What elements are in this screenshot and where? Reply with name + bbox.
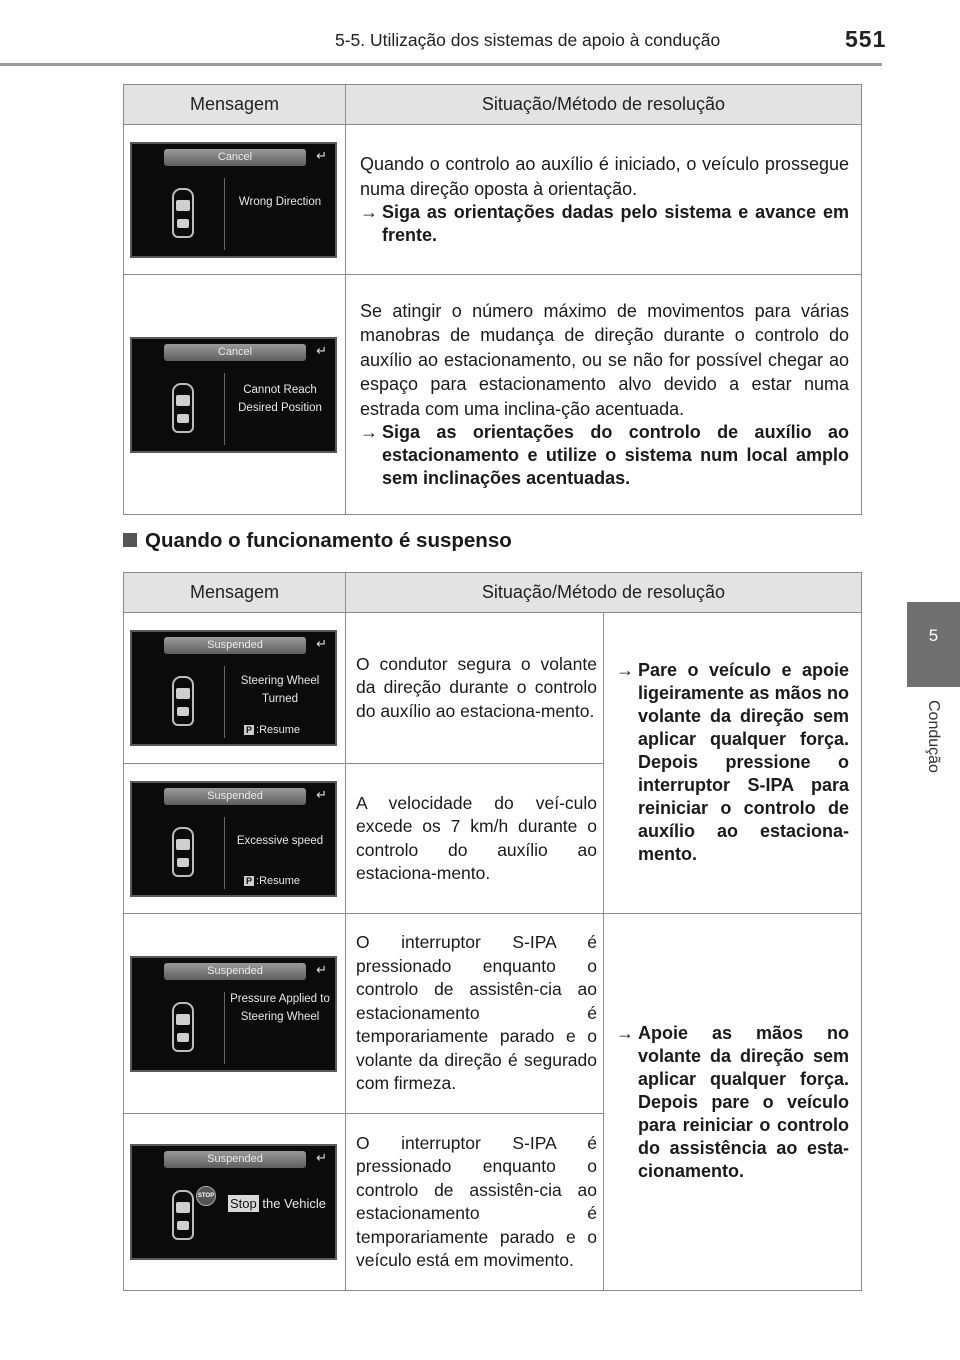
car-icon (172, 1002, 194, 1052)
parking-switch-icon: P (246, 875, 253, 886)
message-table-cancel (123, 84, 862, 515)
situation-text: Quando o controlo ao auxílio é iniciado, o veículo prossegue numa direção oposta à orientação. (360, 154, 849, 199)
screen-cell (124, 125, 346, 275)
back-icon: ↵ (316, 147, 327, 163)
car-icon (172, 676, 194, 726)
page-header-title: 5-5. Utilização dos sistemas de apoio à condução (335, 30, 721, 50)
back-icon: ↵ (316, 636, 327, 651)
situation-cell (346, 275, 862, 515)
car-icon (172, 1190, 194, 1240)
header-rule (0, 63, 882, 66)
display-screen-image (130, 956, 337, 1072)
screen-message: Steering Wheel Turned (240, 675, 320, 705)
action-cell (604, 613, 862, 914)
situation-text: Se atingir o número máximo de movimentos para várias manobras de mudança de direção durante o controlo do auxílio ao estacionamento, ou se não for possível chegar ao espaço para estacionamento alvo devido a estar numa estrada com uma inclina-ção acentuada. (360, 300, 849, 419)
screen-divider (224, 666, 225, 738)
screen-status-bar: Suspended (164, 637, 306, 654)
table-row (124, 914, 862, 1114)
back-icon: ↵ (316, 1150, 327, 1165)
back-icon: ↵ (316, 961, 327, 977)
screen-divider (224, 817, 225, 889)
display-screen-image (130, 142, 337, 258)
situation-cell (346, 613, 604, 764)
back-icon: ↵ (316, 786, 327, 802)
column-header-message: Mensagem (124, 85, 346, 125)
display-screen-image (130, 781, 337, 897)
screen-status-bar: Suspended (164, 788, 306, 805)
section-heading: Quando o funcionamento é suspenso (123, 529, 512, 553)
arrow-icon: → (360, 422, 378, 443)
screen-divider (224, 373, 225, 445)
situation-cell (346, 1114, 604, 1291)
table-row (124, 275, 862, 515)
message-table-suspended (123, 572, 862, 1291)
action-cell (604, 914, 862, 1291)
situation-text: O condutor segura o volante da direção durante o controlo do auxílio ao estaciona-mento. (356, 653, 597, 721)
car-icon (172, 383, 194, 433)
parking-switch-icon: P (246, 725, 253, 735)
screen-cell (124, 764, 346, 914)
situation-text: O interruptor S-IPA é pressionado enquanto o controlo de assistên-cia ao estacionamento é temporariamente parado e o volante da direção é segurado com firmeza. (356, 932, 597, 1094)
column-header-situation: Situação/Método de resolução (346, 573, 862, 613)
screen-status-bar: Cancel (164, 344, 306, 361)
page-number: 551 (845, 26, 887, 52)
display-screen-image (130, 337, 337, 453)
table-row (124, 613, 862, 764)
resume-hint: P :Resume (246, 724, 301, 736)
screen-message: Stop the Vehicle (230, 1196, 326, 1211)
arrow-icon: → (616, 660, 634, 680)
action-text: → Siga as orientações dadas pelo sistema e avance em frente. (360, 202, 849, 245)
situation-text: O interruptor S-IPA é pressionado enquanto o controlo de assistên-cia ao estacionamento é temporariamente parado e o veículo está em movimento. (356, 1132, 597, 1270)
car-icon (172, 188, 194, 238)
stop-sign-icon: STOP (196, 1186, 216, 1206)
car-icon (172, 827, 194, 877)
action-text: → Apoie as mãos no volante da direção sem aplicar qualquer força. Depois pare o veículo para reiniciar o controlo do assistência ao esta-cionamento. (616, 1023, 849, 1181)
table-row (124, 125, 862, 275)
situation-cell (346, 914, 604, 1114)
screen-divider (224, 178, 225, 250)
screen-divider (224, 992, 225, 1064)
resume-hint: P :Resume (246, 874, 301, 887)
screen-message: Excessive speed (236, 834, 324, 847)
screen-cell (124, 1114, 346, 1291)
situation-cell (346, 764, 604, 914)
screen-cell (124, 275, 346, 515)
situation-cell (346, 125, 862, 275)
screen-message: Wrong Direction (238, 195, 322, 208)
screen-status-bar: Suspended (164, 1151, 306, 1168)
screen-status-bar: Suspended (164, 963, 306, 980)
screen-message: Cannot Reach Desired Position (238, 383, 322, 414)
chapter-label: Condução (925, 700, 942, 773)
action-text: → Pare o veículo e apoie ligeiramente as mãos no volante da direção sem aplicar qualquer força. Depois pressione o interruptor S-IPA para reiniciar o controlo de auxílio ao estaciona-mento. (616, 660, 849, 864)
situation-text: A velocidade do veí-culo excede os 7 km/h durante o controlo do auxílio ao estaciona-mento. (356, 792, 597, 883)
back-icon: ↵ (316, 342, 327, 358)
chapter-tab: 5 (907, 602, 960, 687)
arrow-icon: → (360, 202, 378, 222)
display-screen-image (130, 630, 337, 746)
screen-status-bar: Cancel (164, 149, 306, 166)
screen-cell (124, 613, 346, 764)
screen-message: Pressure Applied to Steering Wheel (230, 992, 330, 1023)
action-text: → Siga as orientações do controlo de auxílio ao estacionamento e utilize o sistema num local amplo sem inclinações acentuadas. (360, 422, 849, 489)
column-header-situation: Situação/Método de resolução (346, 85, 862, 125)
arrow-icon: → (616, 1023, 634, 1043)
square-bullet-icon (123, 533, 137, 547)
screen-cell (124, 914, 346, 1114)
column-header-message: Mensagem (124, 573, 346, 613)
display-screen-image (130, 1144, 337, 1260)
